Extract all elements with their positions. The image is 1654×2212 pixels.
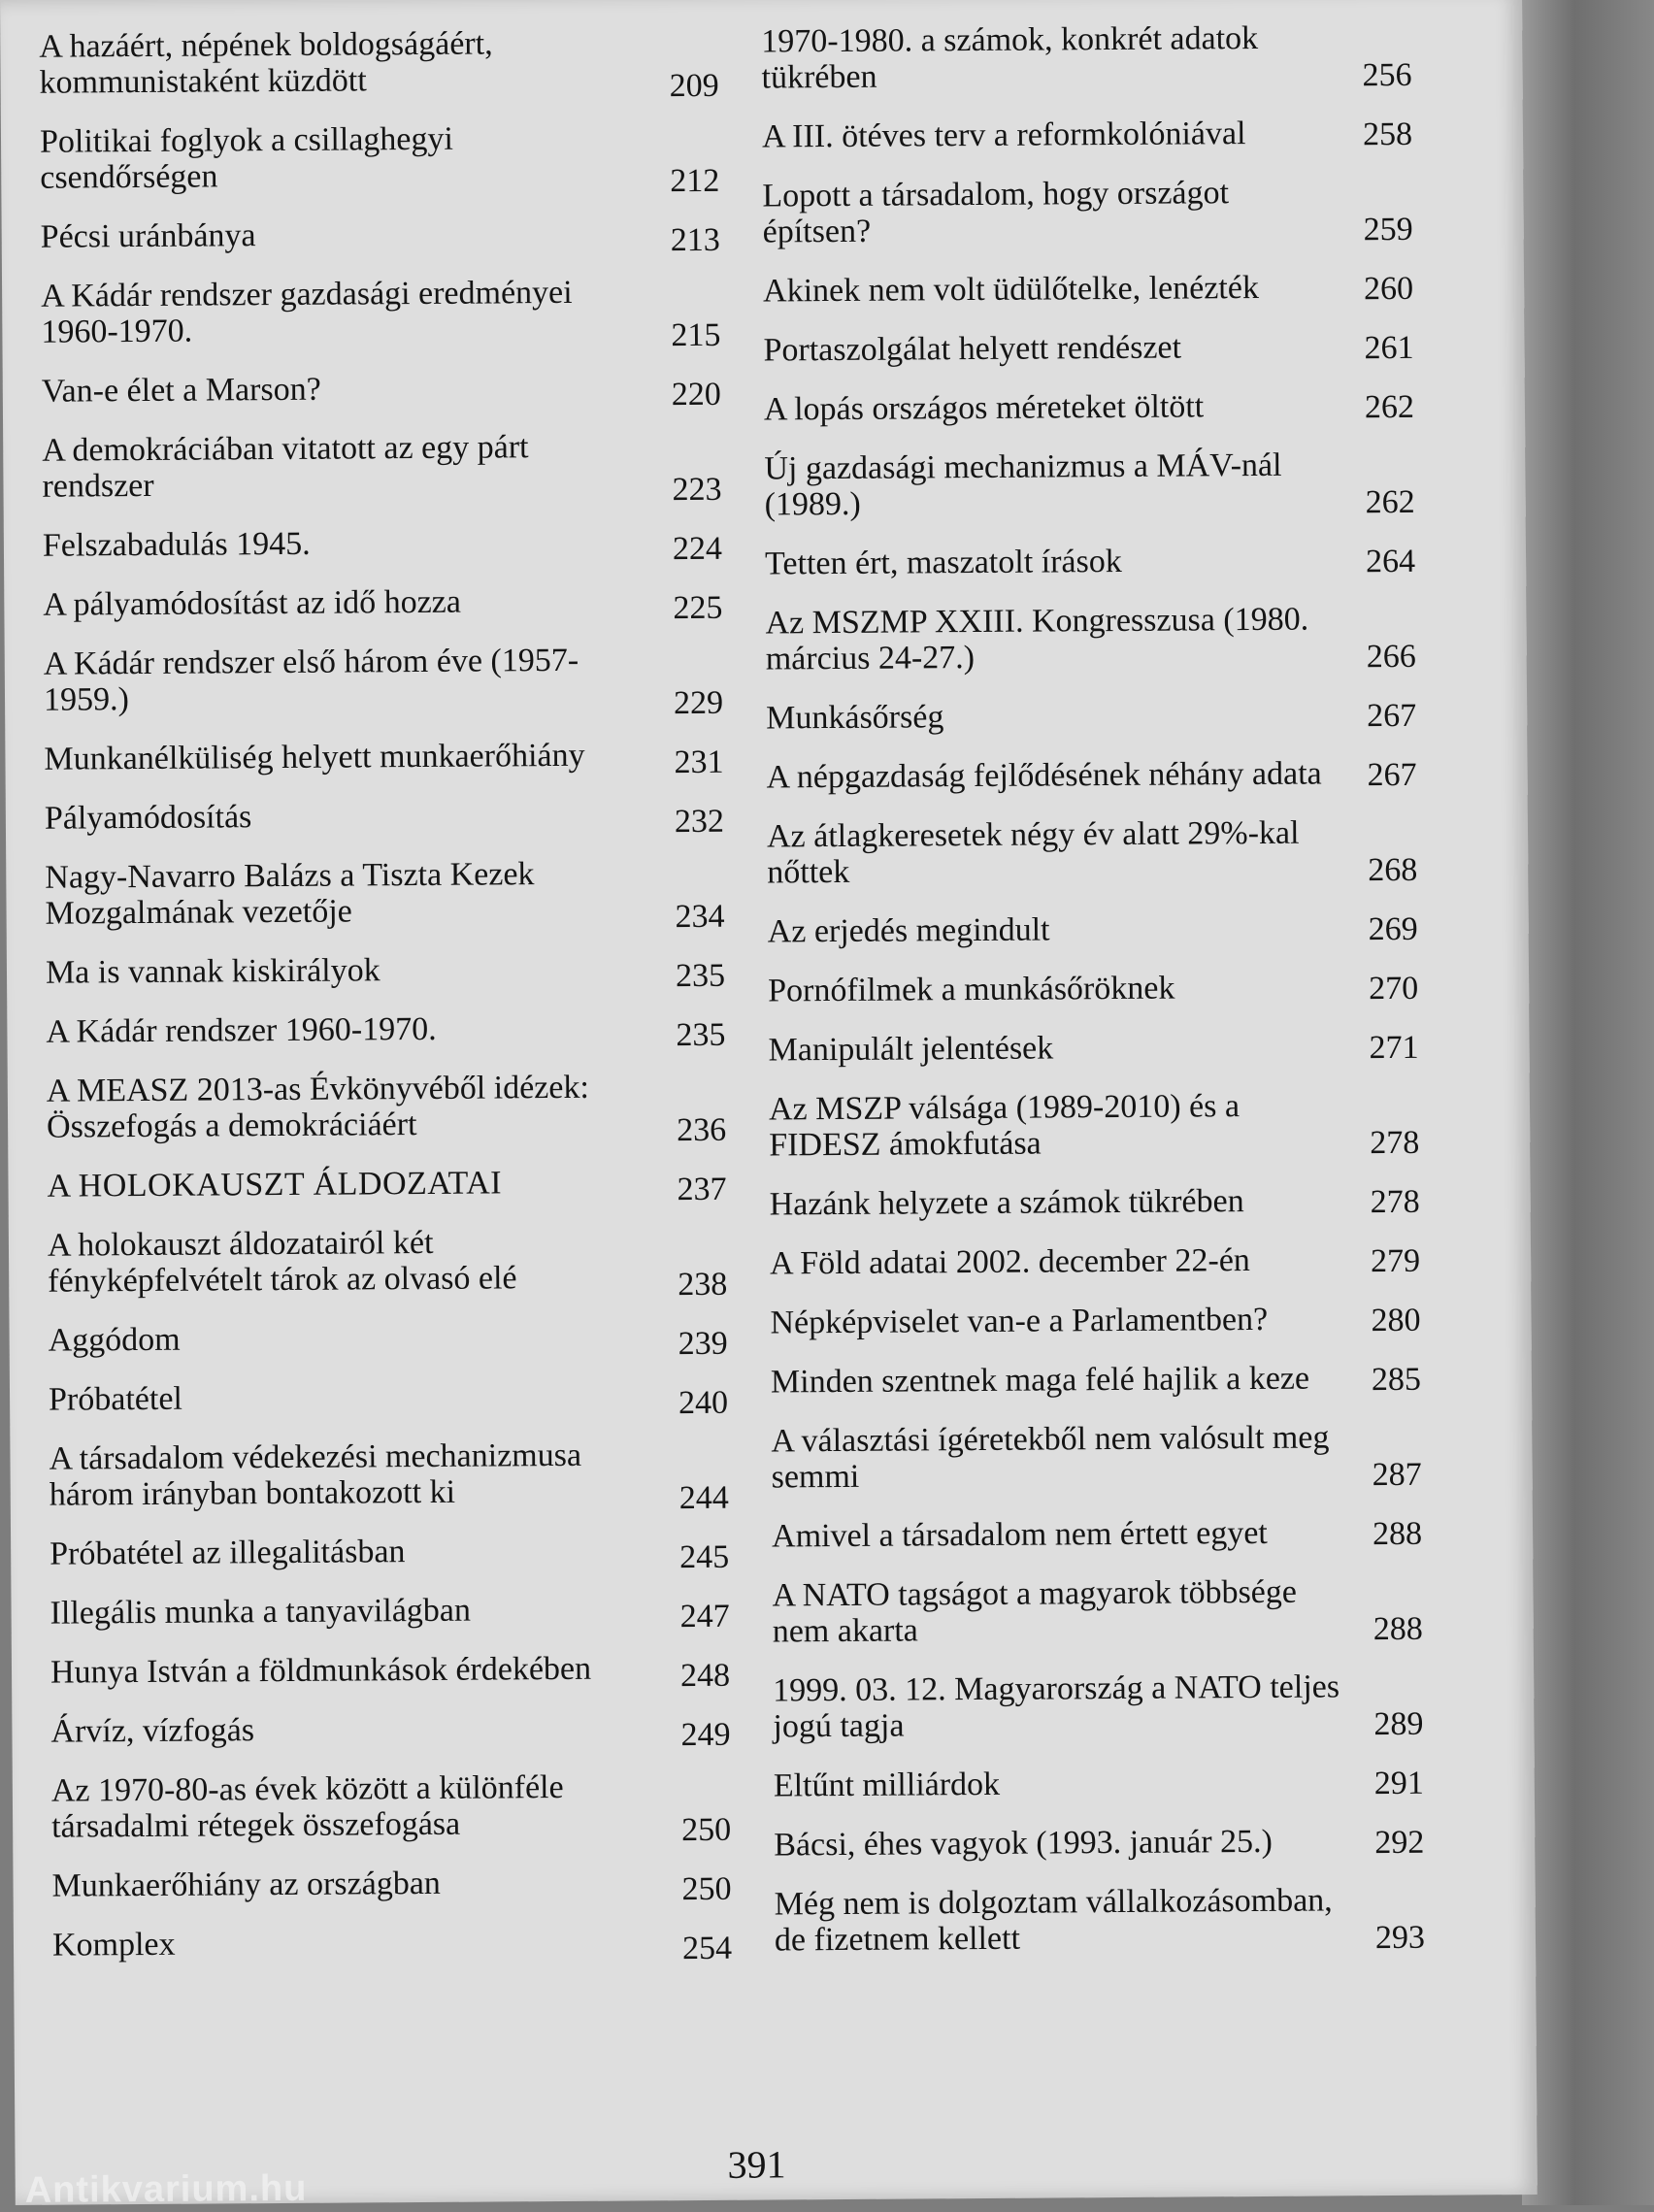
toc-entry-title: A Kádár rendszer első három éve (1957-1959.) xyxy=(43,642,579,718)
toc-entry-page: 268 xyxy=(1368,851,1418,889)
toc-entry xyxy=(765,542,1415,582)
toc-entry-title: A lopás országos méreteket öltött xyxy=(763,388,1205,428)
toc-entry xyxy=(774,1823,1424,1864)
toc-entry-page: 231 xyxy=(674,743,724,781)
toc-entry-page: 280 xyxy=(1371,1302,1421,1339)
toc-entry xyxy=(48,1318,728,1363)
toc-entry-page: 249 xyxy=(680,1716,731,1754)
toc-entry-title: Pályamódosítás xyxy=(44,799,252,837)
toc-entry-page: 248 xyxy=(679,1657,731,1695)
toc-entry xyxy=(47,1164,727,1208)
toc-entry-page: 267 xyxy=(1367,697,1417,735)
toc-entry xyxy=(45,950,726,995)
toc-entry xyxy=(763,328,1413,369)
toc-entry-title: Manipulált jelentések xyxy=(768,1030,1054,1069)
toc-entry-title: A hazáért, népének boldogságáért, kommunistaként küzdött xyxy=(39,25,493,101)
toc-entry-title: Az erjedés megindult xyxy=(767,911,1050,950)
toc-entry-page: 269 xyxy=(1368,910,1418,948)
toc-entry xyxy=(48,1377,729,1422)
toc-entry-page: 259 xyxy=(1363,211,1413,248)
toc-entry xyxy=(766,696,1416,737)
toc-entry-page: 270 xyxy=(1369,970,1419,1007)
toc-entry-page: 291 xyxy=(1373,1765,1424,1802)
toc-entry-title: Népképviselet van-e a Parlamentben? xyxy=(770,1301,1269,1341)
toc-entry-page: 237 xyxy=(677,1171,727,1208)
watermark-logo: Antikvarium.hu xyxy=(24,2167,308,2211)
toc-entry-page: 292 xyxy=(1374,1824,1425,1862)
toc-entry-page: 266 xyxy=(1366,638,1416,676)
toc-entry xyxy=(771,1419,1422,1496)
toc-entry xyxy=(762,174,1413,250)
toc-entry xyxy=(50,1532,730,1576)
toc-entry xyxy=(43,582,723,627)
toc-entry-page: 234 xyxy=(675,898,725,936)
toc-entry-title: Próbatétel xyxy=(48,1380,183,1418)
toc-entry-page: 250 xyxy=(681,1870,732,1908)
toc-entry-page: 278 xyxy=(1370,1183,1420,1221)
toc-entry xyxy=(769,1087,1420,1164)
toc-entry-page: 212 xyxy=(670,162,720,200)
toc-entry-title: Munkanélküliség helyett munkaerőhiány xyxy=(44,737,585,777)
toc-entry-title: 1999. 03. 12. Magyarország a NATO teljes jogú tagja xyxy=(773,1668,1340,1745)
toc-entry xyxy=(41,369,721,413)
toc-entry-title: Komplex xyxy=(51,1926,176,1964)
toc-entry xyxy=(762,115,1412,155)
toc-entry-title: Az 1970-80-as évek között a különféle társadalmi rétegek összefogása xyxy=(50,1768,564,1845)
toc-entry xyxy=(50,1768,732,1849)
toc-entry-title: Pornófilmek a munkásőröknek xyxy=(768,970,1175,1009)
toc-entry xyxy=(774,1764,1424,1804)
toc-entry xyxy=(47,1223,728,1304)
toc-entry-page: 285 xyxy=(1371,1361,1422,1399)
toc-entry-page: 245 xyxy=(679,1538,730,1576)
toc-entry-title: Nagy-Navarro Balázs a Tiszta Kezek Mozgalmának vezetője xyxy=(45,856,535,932)
toc-entry xyxy=(46,1009,726,1054)
toc-entry-page: 271 xyxy=(1369,1029,1419,1067)
toc-entry xyxy=(771,1360,1421,1401)
toc-entry xyxy=(41,274,721,354)
toc-entry-title: Az átlagkeresetek négy év alatt 29%-kal nőttek xyxy=(766,814,1300,891)
toc-entry-title: Még nem is dolgoztam vállalkozásomban, de fizetnem kellett xyxy=(774,1882,1333,1959)
toc-entry-page: 220 xyxy=(671,376,721,413)
toc-entry-title: Bácsi, éhes vagyok (1993. január 25.) xyxy=(774,1823,1274,1864)
toc-entry-page: 235 xyxy=(675,957,726,995)
toc-entry xyxy=(768,969,1418,1009)
toc-entry-title: Árvíz, vízfogás xyxy=(50,1712,255,1750)
toc-entry-title: Tetten ért, maszatolt írások xyxy=(764,543,1122,582)
toc-entry-title: A Kádár rendszer gazdasági eredményei 1960-1970. xyxy=(41,274,573,350)
toc-entry xyxy=(51,1864,732,1908)
toc-entry-page: 215 xyxy=(671,316,721,354)
toc-entry-title: A III. ötéves terv a reformkolóniával xyxy=(761,116,1246,155)
toc-entry-title: A társadalom védekezési mechanizmusa három irányban bontakozott ki xyxy=(49,1436,582,1513)
page-number: 391 xyxy=(727,2142,786,2187)
toc-entry xyxy=(42,428,722,509)
toc-entry xyxy=(770,1241,1420,1282)
toc-entry xyxy=(763,269,1413,310)
toc-entry xyxy=(50,1709,731,1754)
toc-entry-page: 254 xyxy=(681,1930,733,1967)
toc-entry-title: Amivel a társadalom nem értett egyet xyxy=(771,1514,1268,1555)
toc-entry-page: 247 xyxy=(679,1598,730,1635)
toc-entry-title: A demokráciában vitatott az egy párt rendszer xyxy=(42,429,529,505)
toc-entry xyxy=(768,1028,1418,1069)
toc-entry xyxy=(764,387,1414,428)
toc-entry xyxy=(765,601,1416,677)
toc-entry-page: 288 xyxy=(1372,1515,1423,1553)
toc-entry-page: 232 xyxy=(674,803,725,841)
toc-entry-title: Hunya István a földmunkások érdekében xyxy=(50,1650,592,1691)
toc-entry xyxy=(44,737,724,781)
toc-entry-page: 235 xyxy=(676,1016,726,1054)
toc-entry-page: 213 xyxy=(670,221,720,259)
toc-entry-page: 225 xyxy=(673,589,723,627)
toc-entry-title: 1970-1980. a számok, konkrét adatok tükrében xyxy=(761,19,1259,96)
toc-entry-title: Próbatétel az illegalitásban xyxy=(50,1534,406,1572)
toc-entry-page: 238 xyxy=(678,1266,728,1304)
toc-entry-title: A népgazdaság fejlődésének néhány adata xyxy=(766,755,1322,796)
toc-entry-page: 261 xyxy=(1364,329,1414,367)
toc-entry xyxy=(39,24,719,105)
toc-entry xyxy=(766,755,1416,796)
toc-entry-title: Eltűnt milliárdok xyxy=(773,1766,1001,1804)
toc-entry-title: Politikai foglyok a csillaghegyi csendőrségen xyxy=(39,120,454,196)
toc-entry xyxy=(775,1882,1426,1959)
toc-entry-title: Az MSZP válsága (1989-2010) és a FIDESZ ámokfutása xyxy=(768,1088,1240,1164)
toc-entry-title: A HOLOKAUSZT ÁLDOZATAI xyxy=(47,1165,503,1205)
toc-entry-title: A Kádár rendszer 1960-1970. xyxy=(46,1010,437,1050)
toc-entry xyxy=(767,814,1418,891)
toc-entry xyxy=(44,796,725,841)
toc-entry-title: Munkaerőhiány az országban xyxy=(51,1865,441,1904)
toc-entry-page: 244 xyxy=(678,1479,729,1517)
toc-entry xyxy=(773,1668,1424,1745)
toc-entry-title: Felszabadulás 1945. xyxy=(42,525,311,564)
toc-entry-title: Illegális munka a tanyavilágban xyxy=(50,1592,472,1632)
toc-entry xyxy=(768,909,1418,950)
toc-right-column xyxy=(761,19,1425,1982)
toc-entry xyxy=(42,523,723,568)
toc-entry-page: 258 xyxy=(1362,116,1413,153)
toc-entry-page: 289 xyxy=(1373,1705,1424,1743)
toc-entry-title: Minden szentnek maga felé hajlik a keze xyxy=(770,1360,1310,1401)
toc-entry-page: 262 xyxy=(1364,388,1415,426)
toc-entry xyxy=(770,1301,1420,1341)
toc-entry xyxy=(46,1069,727,1149)
toc-entry-page: 256 xyxy=(1362,56,1412,94)
toc-entry-page: 264 xyxy=(1365,543,1416,580)
toc-entry-page: 293 xyxy=(1374,1919,1426,1957)
toc-entry-title: A NATO tagságot a magyarok többsége nem akarta xyxy=(772,1573,1298,1650)
toc-entry-title: Az MSZMP XXIII. Kongresszusa (1980. március 24-27.) xyxy=(765,601,1309,677)
toc-entry xyxy=(50,1650,731,1695)
toc-entry-title: A pályamódosítást az idő hozza xyxy=(43,583,462,623)
toc-entry xyxy=(50,1591,730,1635)
toc-entry-title: Pécsi uránbánya xyxy=(40,217,256,255)
toc-entry-page: 267 xyxy=(1367,756,1417,794)
toc-entry xyxy=(772,1514,1422,1555)
toc-entry-page: 250 xyxy=(681,1811,732,1849)
toc-entry-page: 279 xyxy=(1370,1242,1421,1280)
toc-entry xyxy=(770,1182,1420,1223)
toc-entry xyxy=(772,1573,1423,1650)
toc-entry xyxy=(761,19,1412,96)
toc-entry-page: 223 xyxy=(672,471,722,509)
toc-entry-title: Lopott a társadalom, hogy országot építsen? xyxy=(762,175,1230,250)
toc-entry-title: Van-e élet a Marson? xyxy=(41,371,321,410)
toc-entry xyxy=(764,446,1415,523)
toc-entry-title: A holokauszt áldozatairól két fényképfelvételt tárok az olvasó elé xyxy=(47,1224,517,1300)
toc-entry-title: Új gazdasági mechanizmus a MÁV-nál (1989.) xyxy=(764,446,1282,523)
toc-entry-page: 229 xyxy=(673,684,724,722)
toc-entry-title: A választási ígéretekből nem valósult meg semmi xyxy=(771,1419,1330,1496)
toc-entry-title: Munkásőrség xyxy=(766,699,944,737)
toc-entry-title: A Föld adatai 2002. december 22-én xyxy=(769,1242,1250,1282)
toc-entry xyxy=(51,1923,733,1967)
toc-entry-page: 260 xyxy=(1363,270,1414,308)
toc-entry xyxy=(39,119,720,200)
toc-entry-page: 209 xyxy=(669,67,719,105)
toc-entry-page: 287 xyxy=(1372,1456,1422,1494)
toc-entry-page: 262 xyxy=(1365,483,1415,521)
toc-entry xyxy=(45,855,725,936)
toc-left-column xyxy=(39,24,732,1987)
toc-entry-page: 278 xyxy=(1370,1124,1420,1162)
toc-entry-page: 240 xyxy=(678,1384,729,1422)
toc-entry xyxy=(43,642,724,722)
toc-entry xyxy=(40,215,720,259)
toc-entry-title: Akinek nem volt üdülőtelke, lenézték xyxy=(762,269,1260,310)
toc-entry-title: Portaszolgálat helyett rendészet xyxy=(763,329,1182,369)
book-edge xyxy=(1522,0,1654,2205)
toc-entry-page: 236 xyxy=(677,1111,727,1149)
toc-entry-title: Hazánk helyzete a számok tükrében xyxy=(769,1183,1244,1223)
toc-entry-page: 224 xyxy=(672,530,723,568)
toc-entry-page: 239 xyxy=(678,1325,728,1363)
toc-entry-title: Ma is vannak kiskirályok xyxy=(45,952,380,991)
toc-entry xyxy=(49,1436,729,1517)
toc-entry-page: 288 xyxy=(1373,1610,1423,1648)
toc-entry-title: A MEASZ 2013-as Évkönyvéből idézek: Összefogás a demokráciáért xyxy=(46,1069,589,1145)
toc-entry-title: Aggódom xyxy=(48,1321,181,1359)
